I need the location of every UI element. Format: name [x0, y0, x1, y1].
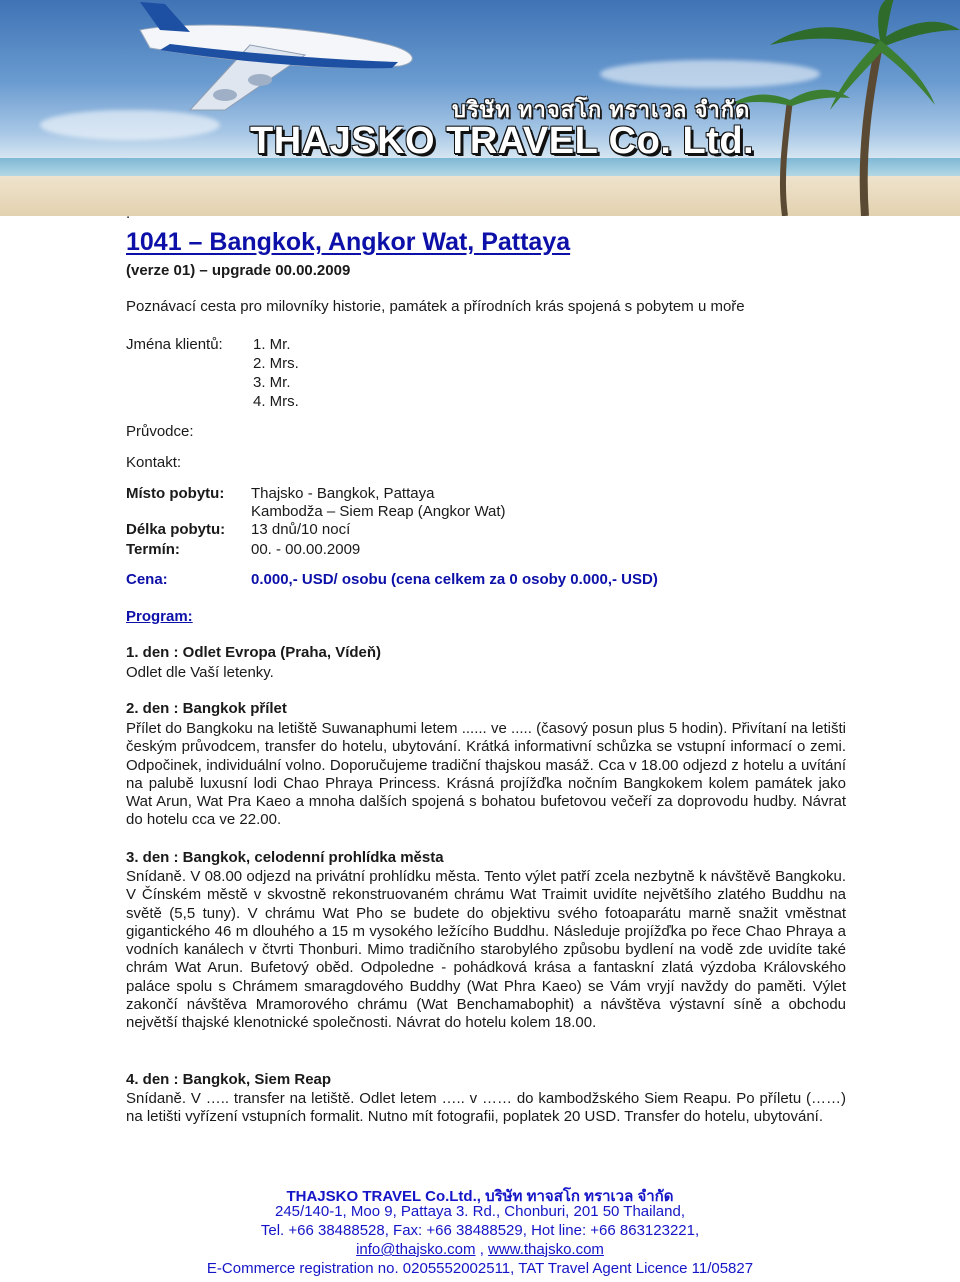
contact-label: Kontakt: — [126, 454, 182, 471]
client-name: 3. Mr. — [253, 374, 291, 391]
day-1-text: Odlet dle Vaší letenky. — [126, 664, 274, 681]
airplane-icon — [130, 0, 430, 120]
page-title: 1041 – Bangkok, Angkor Wat, Pattaya — [126, 228, 571, 256]
stray-dot: . — [126, 205, 131, 222]
guide-label: Průvodce: — [126, 423, 194, 440]
company-logo-text: THAJSKO TRAVEL Co. Ltd. — [250, 120, 755, 162]
program-label: Program: — [126, 608, 193, 625]
term-value: 00. - 00.00.2009 — [251, 541, 361, 558]
trip-subtitle: Poznávací cesta pro milovníky historie, památek a přírodních krás spojená s pobytem u moře — [126, 298, 745, 315]
clients-label: Jména klientů: — [126, 336, 223, 353]
term-label: Termín: — [126, 541, 180, 558]
length-label: Délka pobytu: — [126, 521, 226, 538]
length-value: 13 dnů/10 nocí — [251, 521, 351, 538]
footer-links — [0, 1241, 960, 1258]
day-3-text: Snídaně. V 08.00 odjezd na privátní prohlídku města. Tento výlet patří zcela nezbytně k návštěvě Bangkoku. V Čínském městě v skvostně rekonstruovaném chrámu Wat Traimit uvidíte největšího zlatého Buddhu na světě (5,5 tuny). V chrámu Wat Pho se budete do objektivu svého fotoaparátu marně snažit vměstnat gigantického 46 m dlouhého a 15 m vysokého ležícího Buddhu. Následuje projížďka po řece Chao Phraya a vodních kanálech v čtvrti Thonburi. Mimo tradičního starobylého způsobu bydlení na vodě zde uvidíte také chrám Wat Arun. Bufetový oběd. Odpoledne - pohádková krása a fantaskní zlatá výzdoba Královského paláce spolu s Chrámem smaragdového Buddhy (Wat Phra Kaeo) se Vám vryjí navždy do paměti. Výlet zakončí návštěva Mramorového chrámu (Wat Benchamabophit) a návštěva výstavní síně a obchodu největší thajské klenotnické společnosti. Návrat do hotelu kolem 18.00. — [126, 868, 846, 1032]
website-link[interactable]: www.thajsko.com — [488, 1241, 604, 1258]
palm-tree-icon — [730, 0, 960, 216]
place-label: Místo pobytu: — [126, 485, 225, 502]
price-value: 0.000,- USD/ osobu (cena celkem za 0 osoby 0.000,- USD) — [251, 571, 658, 588]
footer-phones: Tel. +66 38488528, Fax: +66 38488529, Hot line: +66 863123221, — [260, 1222, 700, 1239]
link-separator: , — [475, 1241, 489, 1258]
day-4-heading: 4. den : Bangkok, Siem Reap — [126, 1071, 332, 1088]
day-1-heading: 1. den : Odlet Evropa (Praha, Vídeň) — [126, 644, 382, 661]
footer-address: 245/140-1, Moo 9, Pattaya 3. Rd., Chonburi, 201 50 Thailand, — [275, 1203, 685, 1220]
footer-company: THAJSKO TRAVEL Co.Ltd., บริษัท ทาจสโก ทราเวล จำกัด — [286, 1188, 674, 1205]
day-2-heading: 2. den : Bangkok přílet — [126, 700, 287, 717]
place-value: Thajsko - Bangkok, Pattaya — [251, 485, 435, 502]
day-4-text: Snídaně. V ….. transfer na letiště. Odlet letem ….. v …… do kambodžského Siem Reapu. Po příletu (……) na letišti vyřízení vstupních formalit. Nutno mít fotografii, poplatek 20 USD. Transfer do hotelu, ubytování. — [126, 1090, 846, 1126]
day-2-text: Přílet do Bangkoku na letiště Suwanaphumi letem ...... ve ..... (časový posun plus 5 hodin). Přivítaní na letišti českým průvodcem, transfer do hotelu, ubytování. Krátká informativní schůzka se vstupní informací o zemi. Odpočinek, individuální volno. Doporučujeme tradiční thajskou masáž. Cca v 18.00 odjezd z hotelu a uvítání na palubě luxusní lodi Chao Phraya Princess. Krásná projížďka nočním Bangkokem kolem památek jako Wat Arun, Wat Pra Kaeo a mnoha dalších spojená s bohatou bufetovou večeří za doprovodu hudby. Návrat do hotelu cca ve 22.00. — [126, 720, 846, 829]
client-name: 2. Mrs. — [253, 355, 299, 372]
version-line: (verze 01) – upgrade 00.00.2009 — [126, 262, 351, 279]
footer-registration: E-Commerce registration no. 0205552002511, TAT Travel Agent Licence 11/05827 — [206, 1260, 754, 1277]
client-name: 4. Mrs. — [253, 393, 299, 410]
header-banner — [0, 0, 960, 216]
price-label: Cena: — [126, 571, 168, 588]
company-thai-name: บริษัท ทาจสโก ทราเวล จำกัด — [452, 97, 751, 122]
day-3-heading: 3. den : Bangkok, celodenní prohlídka města — [126, 849, 444, 866]
email-link[interactable]: info@thajsko.com — [356, 1241, 476, 1258]
place-value-2: Kambodža – Siem Reap (Angkor Wat) — [251, 503, 506, 520]
client-name: 1. Mr. — [253, 336, 291, 353]
